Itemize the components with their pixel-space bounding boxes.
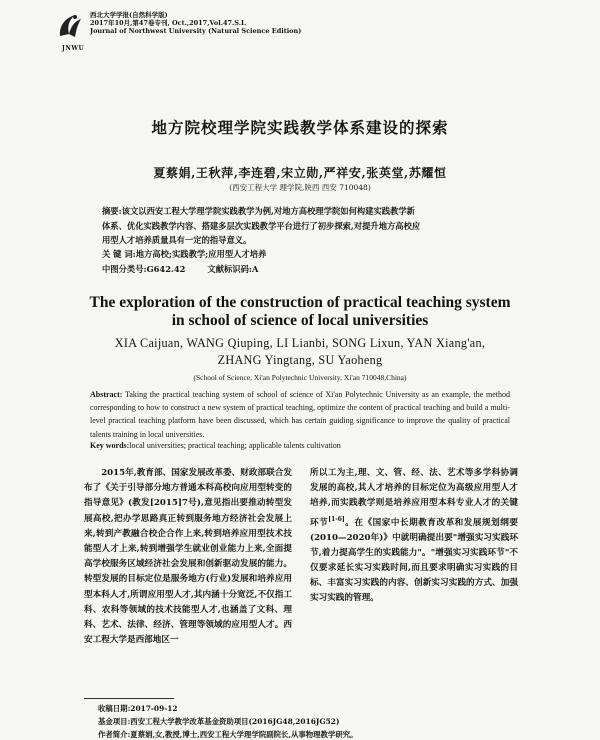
abstract-cn-line1: 该文以西安工程大学理学院实践教学为例,对地方高校理学院如何构建实践教学新 [121, 206, 415, 216]
abstract-en-text: Taking the practical teaching system of school of science of Xi'an Polytechnic University as an example, the method corresponding to how to construct a new system of practical teaching, optimize the content of practical teaching and build a multi-level practical teaching platform have been discussed, which has certain guiding significance to improve the quality of practical talents training in local universities. [90, 390, 510, 439]
doc-code-label: 文献标识码: [207, 264, 252, 274]
keywords-en-label: Key words: [90, 441, 130, 450]
received-date: 2017-09-12 [130, 704, 178, 713]
author-bio-label: 作者简介: [98, 730, 131, 739]
fund-label: 基金项目: [98, 717, 131, 726]
citation-ref: [1-6] [328, 515, 345, 523]
body-column-left [84, 466, 292, 648]
paper-title-cn: 地方院校理学院实践教学体系建设的探索 [151, 118, 449, 137]
body-right-part1: 所以工为主,理、文、管、经、法、艺术等多学科协调发展的高校,其人才培养的目标定位为高级应用型人才培养,而实践教学则是培养应用型本科专业人才的关键环节 [310, 468, 518, 528]
authors-en-line1: XIA Caijuan, WANG Qiuping, LI Lianbi, SONG Lixun, YAN Xiang'an, [114, 336, 486, 350]
abstract-en [90, 388, 510, 441]
doc-code-value: A [251, 264, 259, 274]
clc-label: 中图分类号: [102, 264, 147, 274]
journal-logo-text: JNWU [62, 45, 85, 52]
journal-name-en: Journal of Northwest University (Natural Science Edition) [90, 27, 302, 35]
fund-text: 西安工程大学教学改革基金资助项目(2016JG48,2016JG52) [130, 717, 340, 726]
affiliation-en: (School of Science, Xi'an Polytechnic University, Xi'an 710048,China) [193, 373, 407, 382]
abstract-cn-label: 摘要: [102, 206, 122, 216]
authors-en [0, 335, 600, 369]
paper-title-en-line2: in school of science of local universities [171, 312, 429, 329]
received-label: 收稿日期: [98, 704, 131, 713]
authors-cn: 夏蔡娟,王秋萍,李连碧,宋立勋,严祥安,张英堂,苏耀恒 [153, 166, 447, 180]
footnote-author [98, 729, 358, 740]
body-column-right [310, 466, 518, 607]
abstract-cn [102, 204, 512, 248]
body-paragraph-left: 2015年,教育部、国家发展改革委、财政部联合发布了《关于引导部分地方普通本科高校向应用型转变的指导意见》(教发[2015]7号),意见指出要推动转型发展高校,把办学思路真正转到服务地方经济社会发展上来,转到产教融合校企合作上来,转到培养应用型技术技能型人才上来,转到增强学生就业创业能力上来,全面提高学校服务区域经济社会发展和创新驱动发展的能力。转型发展的目标定位是服务地方(行业)发展和培养应用型本科人才,所谓应用型人才,其内涵十分宽泛,不仅指工科、农科等领域的技术技能型人才,也涵盖了文科、理科、艺术、法律、经济、管理等领域的应用型人才。西安工程大学是西部地区一 [84, 468, 292, 646]
footnote-divider [84, 698, 174, 699]
body-right-part2: 。在《国家中长期教育改革和发展规划纲要(2010—2020年)》中就明确提出要"增强实习实践环节,着力提高学生的实践能力"。"增强实习实践环节"不仅要求延长实习实践时间,而且要求明确实习实践的目标、丰富实习实践的内容、创新实习实践的方式、加强实习实践的管理。 [310, 517, 518, 604]
journal-header [66, 11, 301, 35]
footnote-fund [98, 716, 339, 727]
body-paragraph-right [310, 466, 518, 607]
keywords-cn-value: 地方高校;实践教学;应用型人才培养 [135, 249, 267, 259]
abstract-en-label: Abstract: [90, 390, 123, 399]
journal-issue: 2017年10月,第47卷专刊, Oct.,2017,Vol.47.S.I. [90, 19, 247, 27]
paper-title-en [0, 294, 600, 330]
keywords-cn-label: 关 键 词: [102, 249, 136, 259]
clc-value: G642.42 [146, 264, 186, 274]
keywords-cn [102, 248, 266, 260]
keywords-en [90, 441, 341, 450]
abstract-cn-line3: 用型人才培养质量具有一定的指导意义。 [102, 235, 252, 245]
keywords-en-value: local universities; practical teaching; applicable talents cultivation [129, 441, 341, 450]
paper-title-en-line1: The exploration of the construction of practical teaching system [89, 294, 511, 311]
footnote-received [98, 703, 178, 714]
classification-cn [102, 263, 258, 275]
abstract-cn-line2: 体系、优化实践教学内容、搭建多层次实践教学平台进行了初步探索,对提升地方高校应 [102, 220, 421, 231]
authors-en-line2: ZHANG Yingtang, SU Yaoheng [217, 353, 383, 367]
author-bio-text: 夏蔡娟,女,教授,博士,西安工程大学理学院副院长,从事物理教学研究。 [130, 730, 358, 739]
affiliation-cn: (西安工程大学 理学院,陕西 西安 710048) [229, 183, 371, 192]
journal-name-cn: 西北大学学报(自然科学版) [90, 11, 168, 19]
